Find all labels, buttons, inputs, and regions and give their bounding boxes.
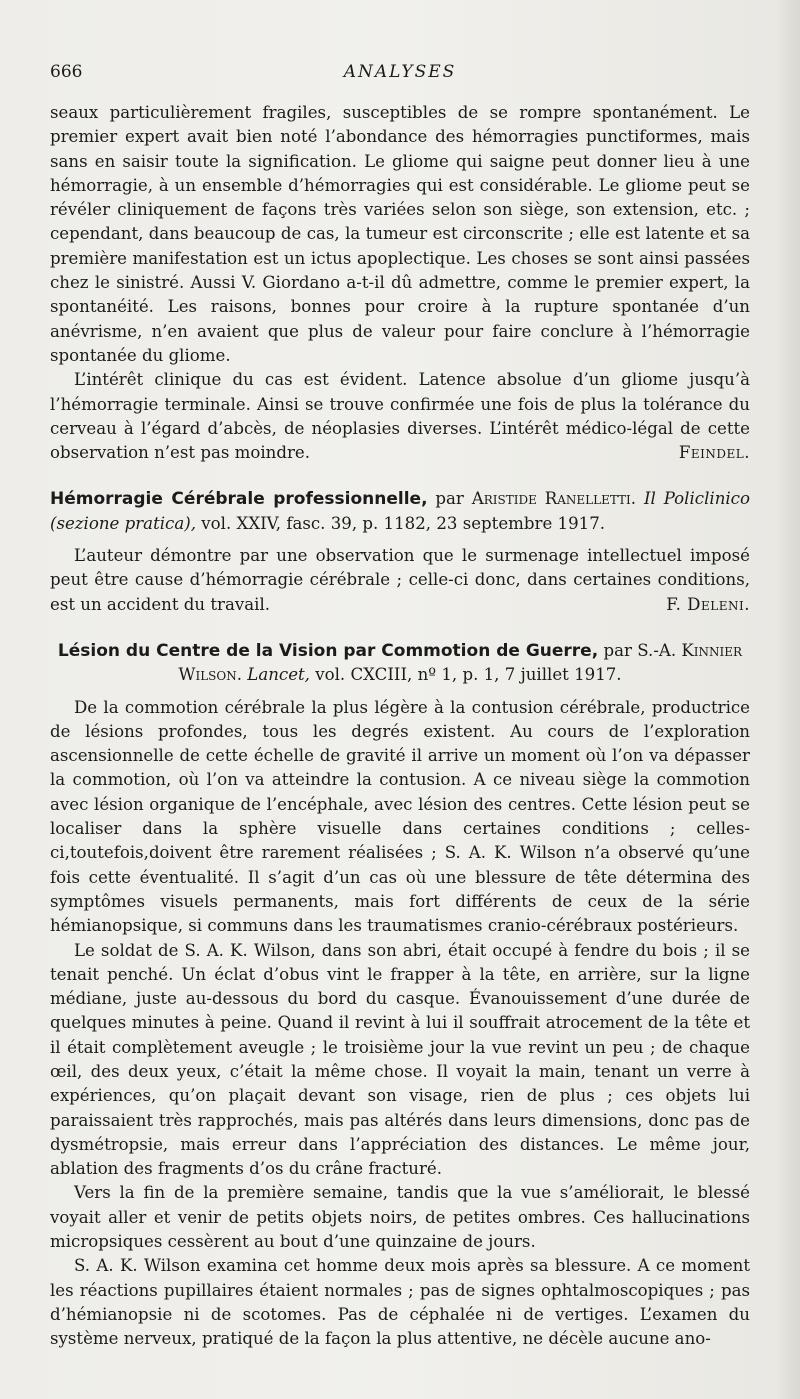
page-content xyxy=(50,101,750,1352)
by-word: par xyxy=(603,640,632,660)
signature: F. Deleni. xyxy=(666,594,750,614)
page-number: 666 xyxy=(50,62,83,82)
by-word: par xyxy=(435,489,464,509)
article-lesion-vision xyxy=(50,639,750,1352)
paragraph: L’auteur démontre par une observation que le surmenage intellectuel imposé peut être cause d’hémorragie cérébrale ; celle-ci donc, dans certaines conditions, est un accident du travail. xyxy=(50,546,750,614)
paragraph: L’intérêt clinique du cas est évident. Latence absolue d’un gliome jusqu’à l’hémorragie terminale. Ainsi se trouve confirmée une fois de plus la tolérance du cerveau à l’égard d’abcès, de néoplasies diverses. L’intérêt médico-légal de cette observation n’est pas moindre. xyxy=(50,370,750,463)
article-heading xyxy=(50,639,750,688)
article-hemorragie xyxy=(50,487,750,616)
paragraph: Vers la fin de la première semaine, tandis que la vue s’améliorait, le blessé voyait aller et venir de petits objets noirs, de petites ombres. Ces hallucinations micropsiques cessèrent au bout d’une quinzaine de jours. xyxy=(50,1183,750,1252)
paragraph: De la commotion cérébrale la plus légère à la contusion cérébrale, productrice de lésions profondes, tous les degrés existent. Au cours de l’exploration ascensionnelle de cette échelle de gravité il arrive un moment où l’on va dépasser la commotion, où l’on va atteindre la contusion. A ce niveau siège la commotion avec lésion organique de l’encéphale, avec lésion des centres. Cette lésion peut se localiser dans la sphère visuelle dans certaines conditions ; celles-ci,toutefois,doivent être rarement réalisées ; S. A. K. Wilson n’a observé qu’une fois cette éventualité. Il s’agit d’un cas où une blessure de tête détermina des symptômes visuels permanents, mais fort différents de ceux de la série hémianopsique, si communs dans les traumatismes cranio-cérébraux postérieurs. xyxy=(50,697,750,936)
journal-name: Il Policlinico (sezione pratica), xyxy=(50,489,750,533)
article-author: Aristide Ranelletti. xyxy=(471,489,637,509)
article-author: S.-A. Kinnier Wilson. xyxy=(178,640,743,685)
article-title: Lésion du Centre de la Vision par Commotion de Guerre, xyxy=(57,640,599,661)
running-head: ANALYSES xyxy=(343,62,457,82)
article-continuation xyxy=(50,101,750,465)
paragraph: seaux particulièrement fragiles, susceptibles de se rompre spontanément. Le premier expert avait bien noté l’abondance des hémorragies punctiformes, mais sans en saisir toute la signification. Le gliome qui saigne peut donner lieu à une hémorragie, à un ensemble d’hémorragies qui est considérable. Le gliome peut se révéler cliniquement de façons très variées selon son siège, son extension, etc. ; cependant, dans beaucoup de cas, la tumeur est circonscrite ; elle est latente et sa première manifestation est un ictus apoplectique. Les choses se sont ainsi passées chez le sinistré. Aussi V. Giordano a-t-il dû admettre, comme le premier expert, la spontanéité. Les raisons, bonnes pour croire à la rupture spontanée d’un anévrisme, n’en avaient que plus de valeur pour faire conclure à l’hémorragie spontanée du gliome. xyxy=(50,103,750,365)
signature: Feindel. xyxy=(678,443,750,463)
article-title: Hémorragie Cérébrale professionnelle, xyxy=(50,489,428,510)
article-heading xyxy=(50,487,750,536)
page-header xyxy=(50,62,750,90)
citation: vol. XXIV, fasc. 39, p. 1182, 23 septembre 1917. xyxy=(201,513,606,533)
journal-name: Lancet, xyxy=(247,665,310,685)
paragraph: S. A. K. Wilson examina cet homme deux mois après sa blessure. A ce moment les réactions pupillaires étaient normales ; pas de signes ophtalmoscopiques ; pas d’hémianopsie ni de scotomes. Pas de céphalée ni de vertiges. L’examen du système nerveux, pratiqué de la façon la plus attentive, ne décèle aucune ano- xyxy=(50,1256,750,1349)
paragraph: Le soldat de S. A. K. Wilson, dans son abri, était occupé à fendre du bois ; il se tenait penché. Un éclat d’obus vint le frapper à la tête, en arrière, sur la ligne médiane, juste au-dessous du bord du casque. Évanouissement d’une durée de quelques minutes à peine. Quand il revint à lui il souffrait atrocement de la tête et il était complètement aveugle ; le troisième jour la vue revint un peu ; de chaque œil, des deux yeux, c’était la même chose. Il voyait la main, tenant un verre à expériences, qu’on plaçait devant son visage, rien de plus ; ces objets lui paraissaient très rapprochés, mais pas altérés dans leurs dimensions, donc pas de dysmétropsie, mais erreur dans l’appréciation des distances. Le même jour, ablation des fragments d’os du crâne fracturé. xyxy=(50,940,750,1179)
citation: vol. CXCIII, nº 1, p. 1, 7 juillet 1917. xyxy=(315,665,622,685)
